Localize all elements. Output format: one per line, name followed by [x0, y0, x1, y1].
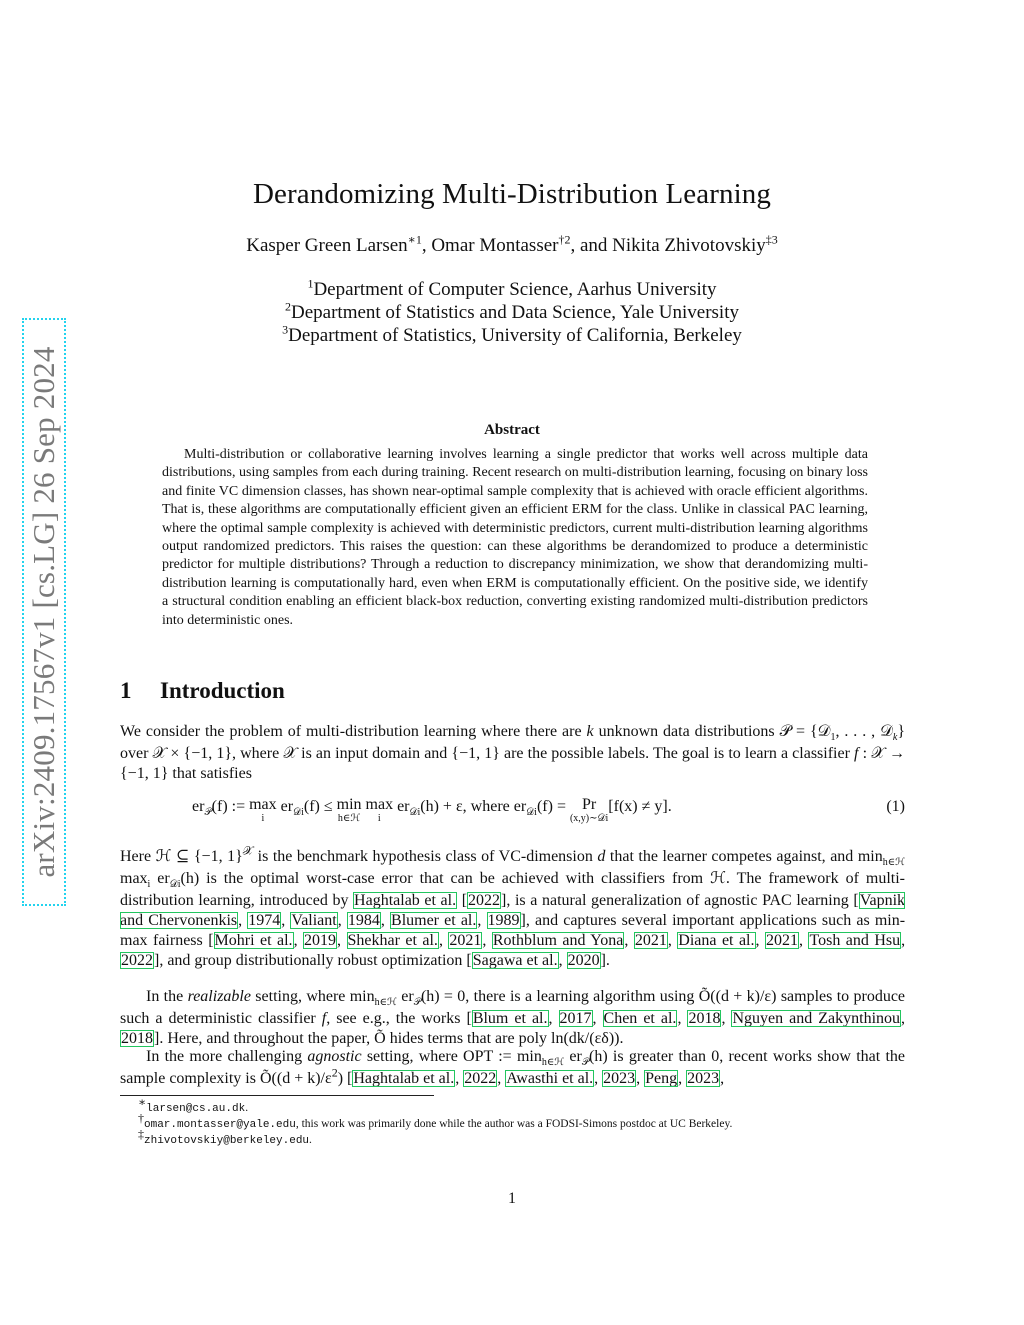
arxiv-stamp[interactable] [22, 318, 66, 906]
citation-link[interactable]: 1974 [248, 912, 281, 929]
citation-link[interactable]: Haghtalab et al. [353, 1070, 455, 1087]
footnote: †omar.montasser@yale.edu, this work was primarily done while the author was a FODSI-Simons postdoc at UC Berkeley. [138, 1111, 733, 1131]
citation-link[interactable]: 1984 [347, 912, 380, 929]
affiliation [0, 299, 1024, 324]
author-name: , Omar Montasser [421, 235, 559, 256]
affiliation-mark: 1 [307, 276, 314, 291]
author-list [0, 232, 1024, 257]
citation-link[interactable]: Blumer et al. [391, 912, 477, 929]
intro-paragraph: We consider the problem of multi-distribution learning where there are k unknown data distributions 𝒫 = {𝒟$_1$, . . . , 𝒟$_k$} over 𝒳 × {−1, 1}, where 𝒳 is an input domain and {−1, 1} are the possible labels. The goal is to learn a classifier f : 𝒳 → {−1, 1} that satisfies [120, 723, 905, 782]
footnote-divider [120, 1095, 434, 1096]
author-mark: ‡3 [765, 232, 778, 247]
footnote-email[interactable]: zhivotovskiy@berkeley.edu [144, 1135, 310, 1147]
citation-link[interactable]: Blum et al. [472, 1010, 548, 1027]
citation-link[interactable]: 2019 [304, 932, 337, 949]
affiliation-mark: 2 [285, 299, 291, 314]
intro-paragraph: In the realizable setting, where $\min_{h\in ℋ} er_𝒫(h) = 0$, there is a learning algorithm using Õ((d + k)/ε) samples to produce such a deterministic classifier f, see e.g., the works [Blum et al., 2017, Chen et al., 2018, Nguyen and Zakynthinou, 2018]. Here, and throughout the paper, Õ hides terms that are poly ln(dk/(εδ)). [120, 988, 906, 1047]
author-name: , and Nikita Zhivotovskiy [570, 235, 766, 256]
page-number: 1 [508, 1190, 516, 1207]
footnote: ‡zhivotovskiy@berkeley.edu. [138, 1127, 312, 1147]
equation-number: (1) [886, 798, 905, 815]
section-number: 1 [120, 678, 132, 703]
citation-link[interactable]: 2018 [688, 1010, 721, 1027]
citation-link[interactable]: 2021 [634, 932, 667, 949]
footnote: ∗larsen@cs.au.dk. [138, 1095, 249, 1115]
abstract-heading: Abstract [484, 422, 540, 438]
author-mark: †2 [558, 232, 571, 247]
citation-link[interactable]: Chen et al. [603, 1010, 677, 1027]
citation-link[interactable]: 2021 [449, 932, 482, 949]
citation-link[interactable]: 2022 [468, 892, 501, 909]
citation-link[interactable]: Haghtalab et al. [354, 892, 457, 909]
author-mark: ∗1 [407, 232, 422, 247]
citation-link[interactable]: Tosh and Hsu [809, 932, 901, 949]
footnote-email[interactable]: larsen@cs.au.dk [146, 1103, 246, 1115]
affiliation [0, 322, 1024, 347]
citation-link[interactable]: 2018 [121, 1030, 153, 1047]
affiliation-text: Department of Statistics, University of California, Berkeley [288, 325, 742, 346]
citation-link[interactable]: Vapnik and Chervonenkis [120, 892, 906, 929]
citation-link[interactable]: 2020 [567, 952, 600, 969]
citation-link[interactable]: 2023 [603, 1070, 636, 1087]
citation-link[interactable]: 2017 [559, 1010, 592, 1027]
citation-link[interactable]: Mohri et al. [214, 932, 293, 949]
affiliation [0, 276, 1024, 301]
citation-link[interactable]: 1989 [487, 912, 520, 929]
section-heading [120, 678, 285, 704]
footnote-email[interactable]: omar.montasser@yale.edu [144, 1119, 296, 1131]
citation-link[interactable]: Valiant [291, 912, 337, 929]
affiliation-text: Department of Statistics and Data Science, Yale University [291, 302, 739, 323]
arxiv-stamp-text: arXiv:2409.17567v1 [cs.LG] 26 Sep 2024 [26, 346, 61, 878]
citation-link[interactable]: Rothblum and Yona [492, 932, 624, 949]
equation-1 [120, 796, 905, 830]
citation-link[interactable]: 2022 [464, 1070, 497, 1087]
citation-link[interactable]: 2023 [687, 1070, 720, 1087]
intro-paragraph: Here ℋ ⊆ {−1, 1}$^𝒳$ is the benchmark hypothesis class of VC-dimension d that the learner competes against, and $\min_{h\in ℋ} \max_i er_{𝒟i}(h)$ is the optimal worst-case error that can be achieved with classifiers from ℋ. The framework of multi-distribution learning, introduced by Haghtalab et al. [2022], is a natural generalization of agnostic PAC learning [Vapnik and Chervonenkis, 1974, Valiant, 1984, Blumer et al., 1989], and captures several important applications such as min-max fairness [Mohri et al., 2019, Shekhar et al., 2021, Rothblum and Yona, 2021, Diana et al., 2021, Tosh and Hsu, 2022], and group distributionally robust optimization [Sagawa et al., 2020]. [120, 843, 906, 969]
citation-link[interactable]: Nguyen and Zakynthinou [732, 1010, 901, 1027]
abstract-text: Multi-distribution or collaborative learning involves learning a single predictor that works well across multiple data distributions, using samples from each during training. Recent research on multi-distribution learning, focusing on binary loss and finite VC dimension classes, has shown near-optimal sample complexity that is achieved with oracle efficient algorithms. That is, these algorithms are computationally efficient given an efficient ERM for the class. Unlike in classical PAC learning, where the optimal sample complexity is achieved with deterministic predictors, current multi-distribution learning algorithms output randomized predictors. This raises the question: can these algorithms be derandomized to produce a deterministic predictor for multiple distributions? Through a reduction to discrepancy minimization, we show that derandomizing multi-distribution learning is computationally hard, even when ERM is computationally efficient. On the positive side, we identify a structural condition enabling an efficient black-box reduction, converting existing randomized multi-distribution predictors into deterministic ones. [162, 447, 868, 628]
citation-link[interactable]: Awasthi et al. [506, 1070, 594, 1087]
section-title: Introduction [160, 678, 285, 703]
citation-link[interactable]: Peng [645, 1070, 678, 1087]
equation-body: $er_𝒫(f)$ := max i $er_{𝒟i}(f) \le \min$ h∈ℋ max i $er_{𝒟i}(h) + \varepsilon$, where $er_{𝒟i}(f) = Pr$ (x,y)∼𝒟i [f(x) ≠ y]. [192, 796, 672, 824]
citation-link[interactable]: Diana et al. [678, 932, 755, 949]
author-name: Kasper Green Larsen [246, 235, 408, 256]
affiliation-text: Department of Computer Science, Aarhus University [313, 279, 717, 300]
citation-link[interactable]: Shekhar et al. [347, 932, 438, 949]
intro-paragraph: In the more challenging agnostic setting, where OPT := $\min_{h\in ℋ} er_𝒫(h)$ is greater than 0, recent works show that the sample complexity is Õ((d + $k)/\varepsilon^2$) [Haghtalab et al., 2022, Awasthi et al., 2023, Peng, 2023, [120, 1048, 905, 1087]
affiliation-mark: 3 [282, 322, 289, 337]
citation-link[interactable]: 2021 [765, 932, 798, 949]
citation-link[interactable]: Sagawa et al. [472, 952, 558, 969]
citation-link[interactable]: 2022 [121, 952, 153, 969]
paper-title: Derandomizing Multi-Distribution Learning [253, 178, 771, 210]
